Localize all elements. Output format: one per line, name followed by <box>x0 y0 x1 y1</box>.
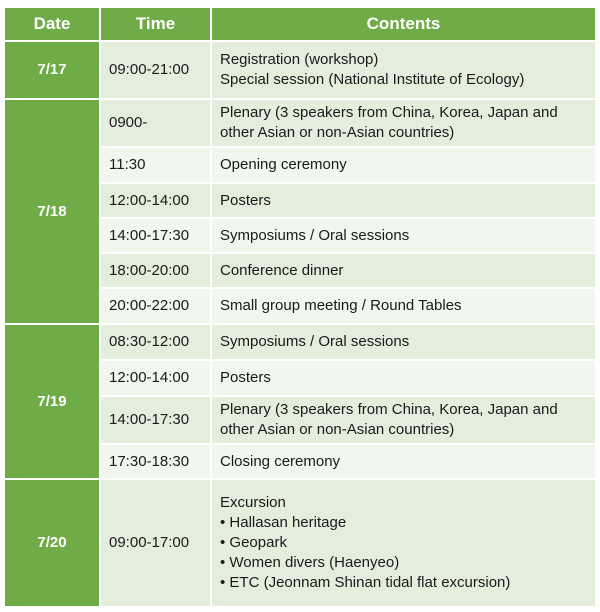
header-contents: Contents <box>211 7 596 41</box>
contents-cell <box>211 324 596 360</box>
contents-line: other Asian or non-Asian countries) <box>220 124 455 141</box>
contents-line: Posters <box>220 191 271 209</box>
date-cell: 7/18 <box>4 99 100 324</box>
contents-line: Registration (workshop) <box>220 51 379 68</box>
time-cell: 14:00-17:30 <box>100 218 211 253</box>
contents-cell <box>211 479 596 607</box>
time-cell: 12:00-14:00 <box>100 360 211 396</box>
header-row <box>4 7 596 41</box>
contents-line: Posters <box>220 369 271 386</box>
contents-line: Symposiums / Oral sessions <box>220 333 410 350</box>
schedule-row <box>4 99 596 147</box>
time-cell: 14:00-17:30 <box>100 396 211 444</box>
contents-line: Opening ceremony <box>220 156 347 173</box>
contents-cell <box>211 99 596 147</box>
contents-cell <box>211 360 596 396</box>
contents-line: • Hallasan heritage <box>220 514 347 531</box>
header-time: Time <box>100 7 211 41</box>
contents-cell <box>211 253 596 288</box>
contents-line: Plenary (3 speakers from China, Korea, Japan and <box>220 401 558 418</box>
contents-cell <box>211 444 596 479</box>
contents-line: other Asian or non-Asian countries) <box>220 421 455 438</box>
contents-line: Closing ceremony <box>220 452 341 470</box>
time-cell: 12:00-14:00 <box>100 183 211 218</box>
contents-line: Special session (National Institute of Ecology) <box>220 71 525 88</box>
date-cell: 7/17 <box>4 41 100 99</box>
schedule-body <box>4 41 596 607</box>
schedule-row <box>4 324 596 360</box>
date-cell: 7/19 <box>4 324 100 479</box>
schedule-row <box>4 479 596 607</box>
time-cell: 11:30 <box>100 147 211 183</box>
contents-cell <box>211 183 596 218</box>
header-date: Date <box>4 7 100 41</box>
time-cell: 0900- <box>100 99 211 147</box>
time-cell: 09:00-21:00 <box>100 41 211 99</box>
time-cell: 09:00-17:00 <box>100 479 211 607</box>
time-cell: 17:30-18:30 <box>100 444 211 479</box>
contents-line: Plenary (3 speakers from China, Korea, Japan and <box>220 104 558 121</box>
contents-line: • Geopark <box>220 534 287 551</box>
time-cell: 08:30-12:00 <box>100 324 211 360</box>
contents-cell <box>211 396 596 444</box>
time-cell: 20:00-22:00 <box>100 288 211 324</box>
date-cell: 7/20 <box>4 479 100 607</box>
contents-line: • ETC (Jeonnam Shinan tidal flat excursion) <box>220 574 511 591</box>
contents-cell <box>211 218 596 253</box>
contents-line: • Women divers (Haenyeo) <box>220 554 400 571</box>
time-cell: 18:00-20:00 <box>100 253 211 288</box>
contents-line: Symposiums / Oral sessions <box>220 226 410 244</box>
contents-line: Conference dinner <box>220 261 344 279</box>
contents-cell <box>211 147 596 183</box>
contents-cell <box>211 288 596 324</box>
schedule-row <box>4 41 596 99</box>
contents-line: Excursion <box>220 494 286 511</box>
schedule-table <box>3 6 597 608</box>
contents-line: Small group meeting / Round Tables <box>220 297 462 314</box>
contents-cell <box>211 41 596 99</box>
